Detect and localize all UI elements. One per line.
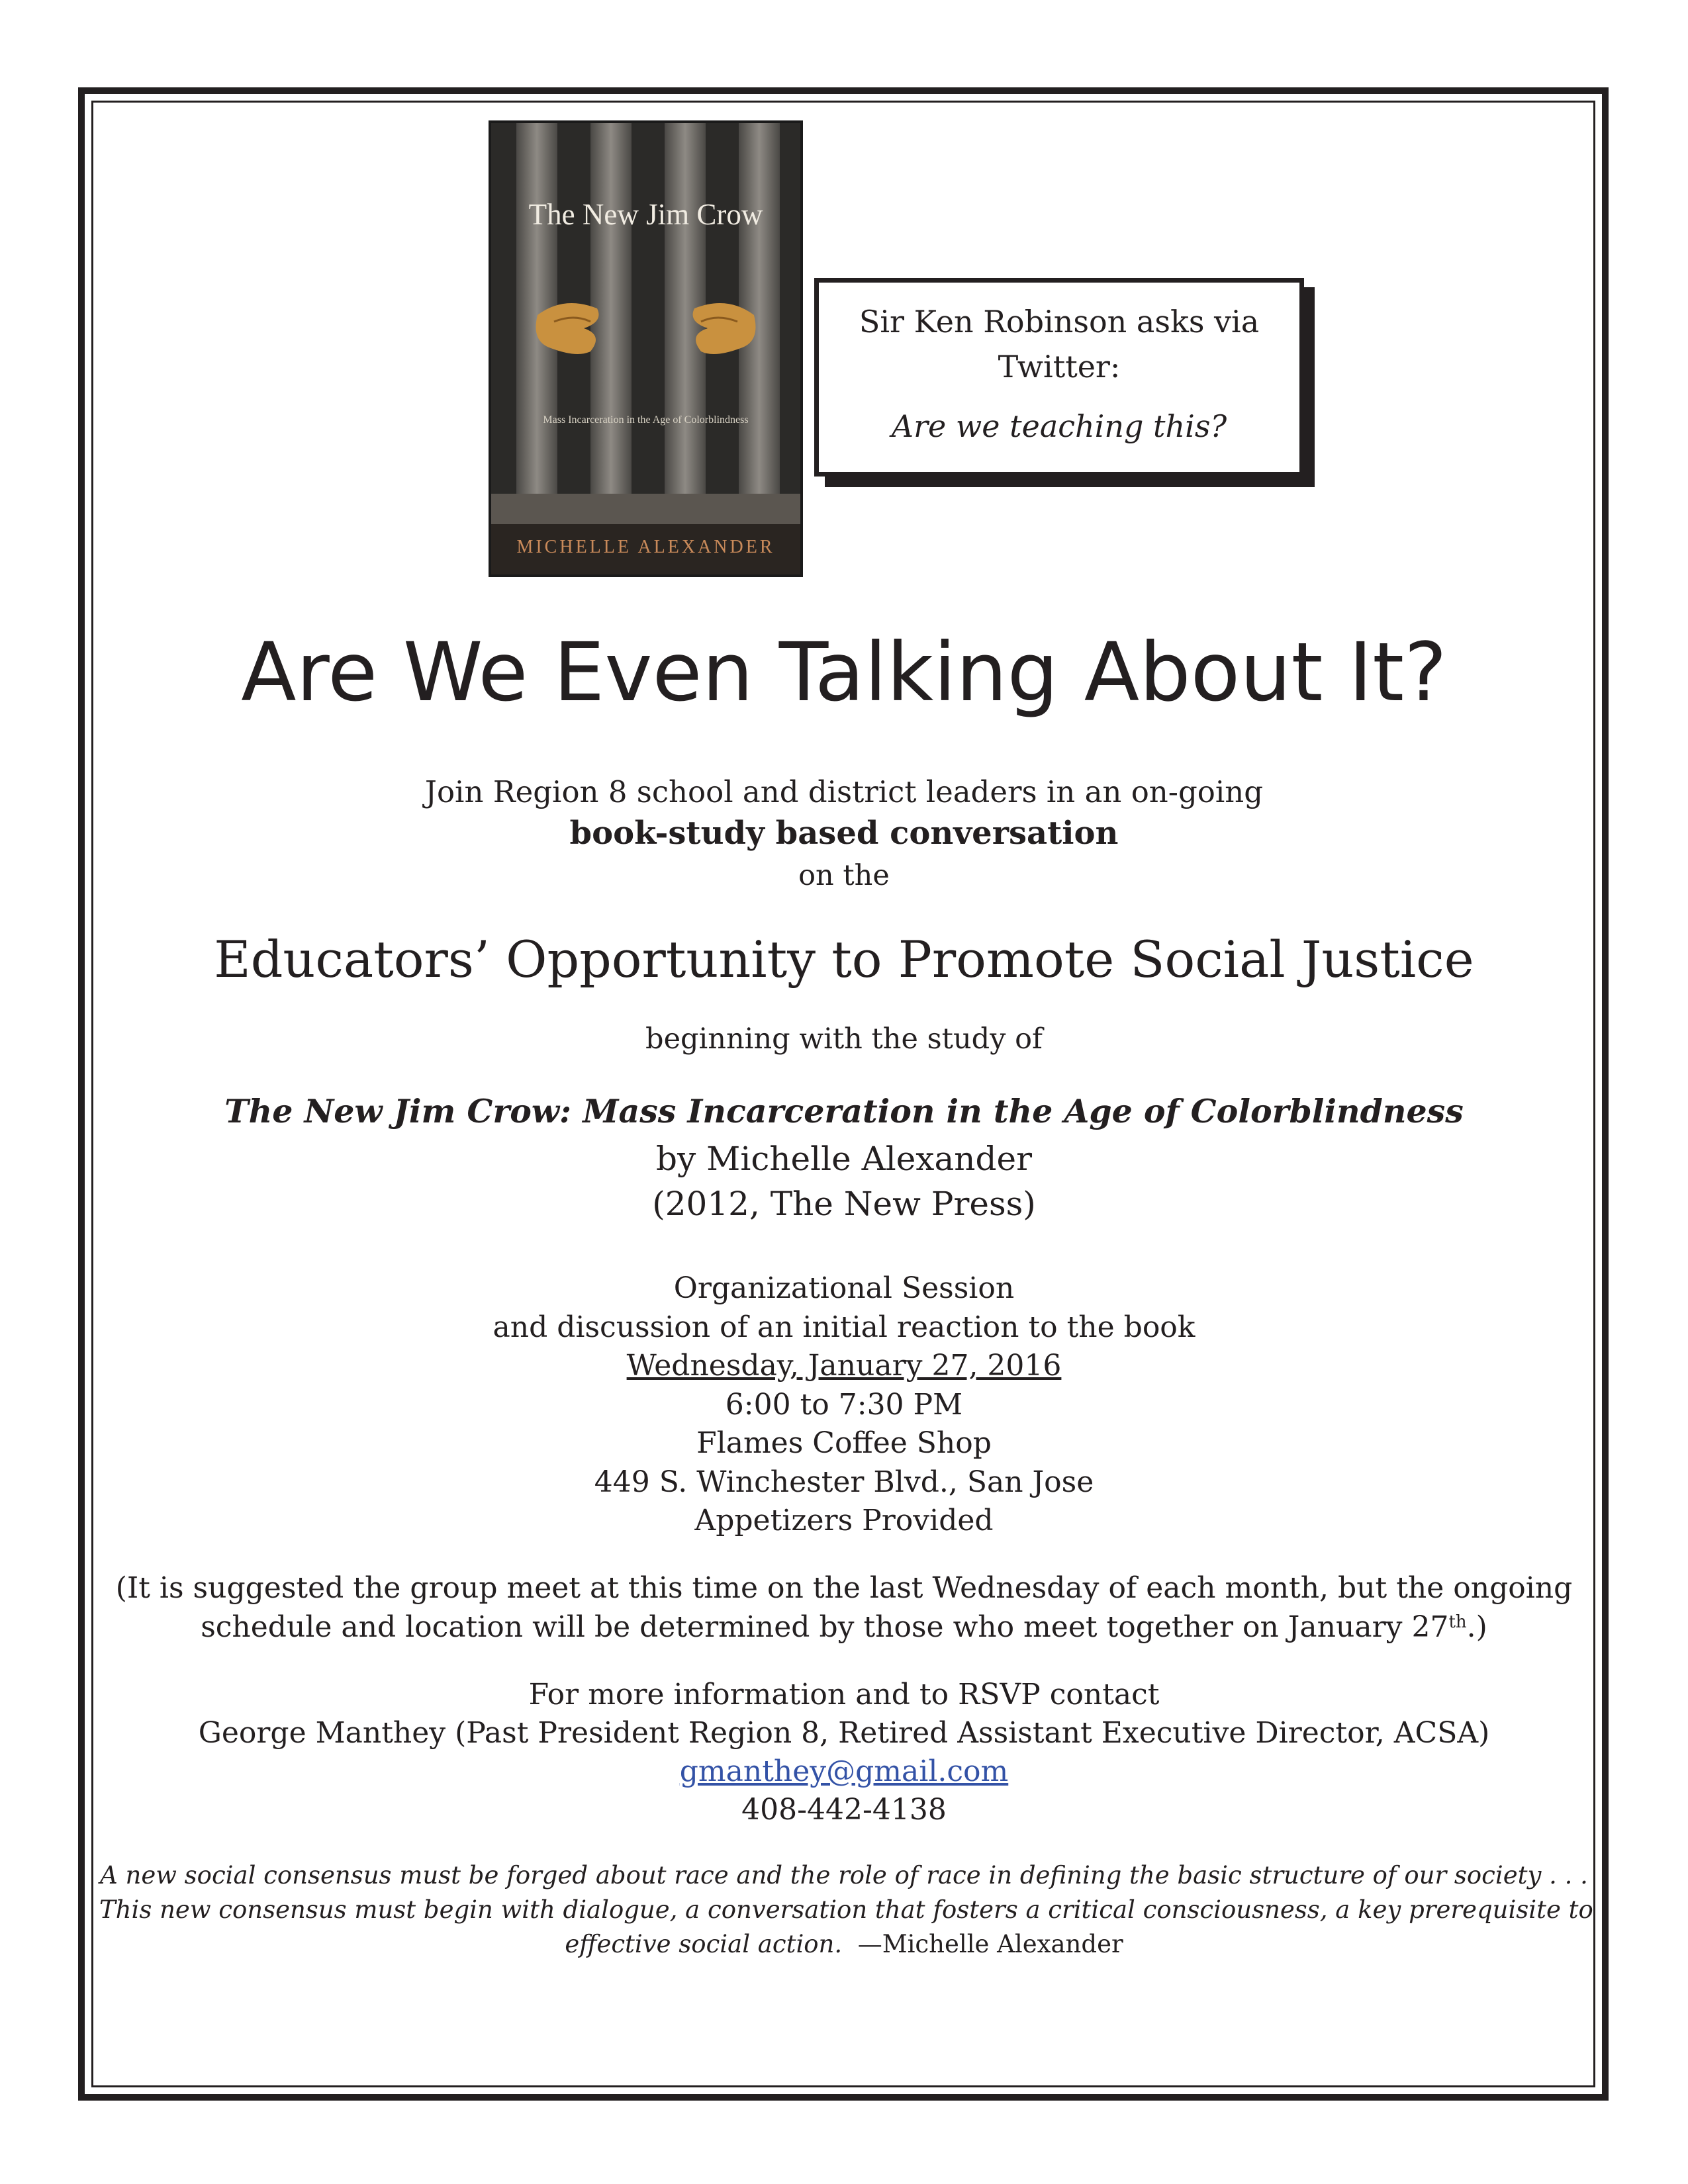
session-address: 449 S. Winchester Blvd., San Jose: [594, 1465, 1094, 1499]
contact-line-2: George Manthey (Past President Region 8, Retired Assistant Executive Director, ACSA): [198, 1716, 1490, 1750]
intro-on-the: on the: [798, 859, 890, 892]
session-line-2: and discussion of an initial reaction to the book: [492, 1310, 1196, 1344]
session-date: Wednesday, January 27, 2016: [626, 1349, 1062, 1383]
note-line-2-end: .): [1466, 1610, 1487, 1644]
session-food: Appetizers Provided: [694, 1504, 994, 1537]
session-details: [99, 1269, 1589, 1541]
beginning-text: beginning with the study of: [645, 1023, 1043, 1056]
intro-bold: book-study based conversation: [569, 815, 1119, 852]
intro-join: Join Region 8 school and district leaders in an on-going: [424, 774, 1264, 809]
contact-phone: 408-442-4138: [741, 1793, 947, 1827]
subheadline: Educators’ Opportunity to Promote Social Justice: [214, 930, 1474, 989]
email-link[interactable]: gmanthey@gmail.com: [679, 1754, 1009, 1788]
schedule-note: [99, 1569, 1589, 1647]
session-venue: Flames Coffee Shop: [696, 1426, 992, 1460]
note-line-2-text: schedule and location will be determined by those who meet together on January 27: [201, 1610, 1449, 1644]
contact-section: [99, 1676, 1589, 1829]
cover-author: MICHELLE ALEXANDER: [491, 524, 800, 574]
quote-line-3: effective social action.: [565, 1930, 843, 1958]
note-superscript: th: [1448, 1612, 1467, 1632]
session-time: 6:00 to 7:30 PM: [725, 1387, 963, 1422]
note-line-1: (It is suggested the group meet at this time on the last Wednesday of each month, but the ongoing: [115, 1571, 1573, 1605]
contact-line-1: For more information and to RSVP contact: [528, 1678, 1160, 1711]
quote-attribution: —Michelle Alexander: [857, 1930, 1123, 1958]
cover-subtitle: Mass Incarceration in the Age of Colorblindness: [543, 414, 749, 426]
headline: Are We Even Talking About It?: [241, 625, 1447, 719]
session-line-1: Organizational Session: [673, 1271, 1015, 1305]
book-byline: by Michelle Alexander: [656, 1140, 1032, 1178]
callout-line-2: Are we teaching this?: [891, 408, 1227, 444]
callout-line-1: Sir Ken Robinson asks via Twitter:: [859, 304, 1260, 385]
book-title: The New Jim Crow: Mass Incarceration in the Age of Colorblindness: [224, 1092, 1464, 1130]
note-line-2: [99, 1608, 1589, 1647]
closing-quote: [99, 1858, 1593, 1962]
book-publisher: (2012, The New Press): [652, 1185, 1036, 1223]
book-cover-image: [489, 120, 803, 577]
quote-line-2: This new consensus must begin with dialogue, a conversation that fosters a critical consciousness, a key prerequisite to: [99, 1895, 1593, 1924]
quote-line-1: A new social consensus must be forged about race and the role of race in defining the basic structure of our society . . .: [100, 1861, 1588, 1889]
cover-title: The New Jim Crow: [528, 198, 763, 231]
prison-bars-graphic: [491, 123, 800, 574]
twitter-callout-box: [814, 278, 1304, 477]
